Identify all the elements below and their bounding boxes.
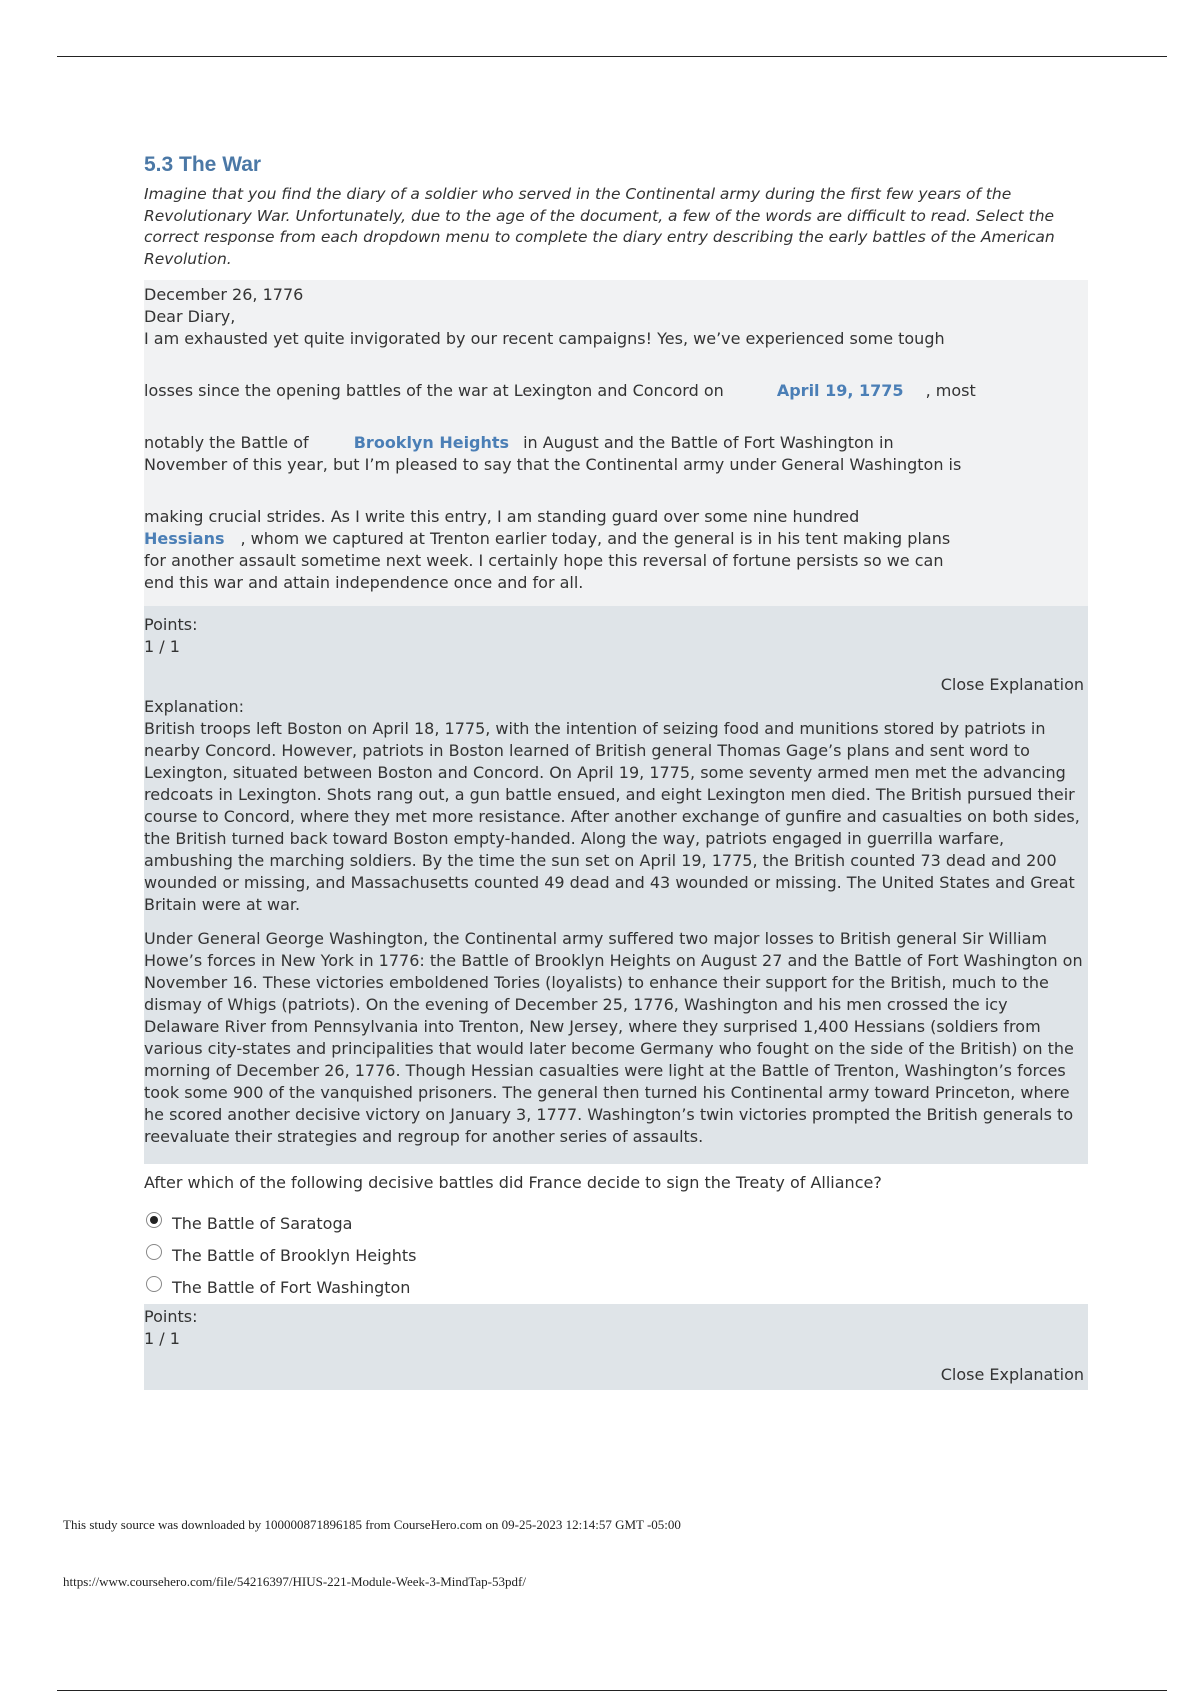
points-panel	[144, 1304, 1088, 1390]
answer-option[interactable]	[144, 1208, 1080, 1240]
diary-line-2-text: losses since the opening battles of the war at Lexington and Concord on	[144, 381, 724, 400]
diary-line-4: November of this year, but I’m pleased to say that the Continental army under General Washington is	[144, 455, 962, 474]
answer-option-label: The Battle of Brooklyn Heights	[172, 1246, 417, 1265]
diary-line-6-text: , whom we captured at Trenton earlier today, and the general is in his tent making plans	[240, 529, 951, 548]
explanation-label: Explanation:	[144, 697, 244, 716]
points-value: 1 / 1	[144, 637, 180, 656]
download-notice: This study source was downloaded by 100000871896185 from CourseHero.com on 09-25-2023 12:14:57 GMT -05:00	[63, 1517, 681, 1532]
answer-option[interactable]	[144, 1240, 1080, 1272]
explanation-paragraph: British troops left Boston on April 18, 1775, with the intention of seizing food and munitions stored by patriots in nearby Concord. However, patriots in Boston learned of British general Thomas Gage’s plans and sent word to Lexington, situated between Boston and Concord. On April 19, 1775, some seventy armed men met the advancing redcoats in Lexington. Shots rang out, a gun battle ensued, and eight Lexington men died. The British pursued their course to Concord, where they met more resistance. After another exchange of gunfire and casualties on both sides, the British turned back toward Boston empty-handed. Along the way, patriots engaged in guerrilla warfare, ambushing the marching soldiers. By the time the sun set on April 19, 1775, the British counted 73 dead and 200 wounded or missing, and Massachusetts counted 49 dead and 43 wounded or missing. The United States and Great Britain were at war.	[144, 719, 1080, 914]
answer-dropdown-soldiers[interactable]: Hessians	[144, 529, 225, 548]
section-title: 5.3 The War	[144, 153, 262, 176]
points-value: 1 / 1	[144, 1329, 180, 1348]
diary-line-2-end: , most	[925, 381, 976, 400]
diary-line-5: making crucial strides. As I write this entry, I am standing guard over some nine hundred	[144, 507, 860, 526]
answer-dropdown-battle[interactable]: Brooklyn Heights	[353, 433, 510, 452]
answer-option-label: The Battle of Fort Washington	[172, 1278, 411, 1297]
diary-entry	[144, 280, 1088, 606]
source-url: https://www.coursehero.com/file/54216397/HIUS-221-Module-Week-3-MindTap-53pdf/	[63, 1574, 526, 1589]
diary-line-8: end this war and attain independence once and for all.	[144, 573, 584, 592]
radio-empty-icon[interactable]	[146, 1244, 162, 1260]
diary-date: December 26, 1776	[144, 285, 304, 304]
question-text: After which of the following decisive battles did France decide to sign the Treaty of Alliance?	[144, 1173, 882, 1192]
diary-line-7: for another assault sometime next week. I certainly hope this reversal of fortune persists so we can	[144, 551, 944, 570]
explanation-paragraph: Under General George Washington, the Continental army suffered two major losses to British general Sir William Howe’s forces in New York in 1776: the Battle of Brooklyn Heights on August 27 and the Battle of Fort Washington on November 16. These victories emboldened Tories (loyalists) to enhance their support for the British, much to the dismay of Whigs (patriots). On the evening of December 25, 1776, Washington and his men crossed the icy Delaware River from Pennsylvania into Trenton, New Jersey, where they surprised 1,400 Hessians (soldiers from various city-states and principalities that would later become Germany who fought on the side of the British) on the morning of December 26, 1776. Though Hessian casualties were light at the Battle of Trenton, Washington’s forces took some 900 of the vanquished prisoners. The general then turned his Continental army toward Princeton, where he scored another decisive victory on January 3, 1777. Washington’s twin victories prompted the British generals to reevaluate their strategies and regroup for another series of assaults.	[144, 929, 1083, 1146]
close-explanation-link[interactable]: Close Explanation	[940, 675, 1084, 694]
diary-greeting: Dear Diary,	[144, 307, 236, 326]
points-explanation-panel	[144, 606, 1088, 1164]
close-explanation-link[interactable]: Close Explanation	[940, 1365, 1084, 1384]
answer-options	[144, 1208, 1080, 1304]
diary-line-3-end: in August and the Battle of Fort Washington in	[523, 433, 894, 452]
diary-line-2	[144, 380, 1084, 402]
diary-line-3-text: notably the Battle of	[144, 433, 309, 452]
points-label: Points:	[144, 615, 198, 634]
diary-line-3	[144, 432, 1084, 454]
answer-option[interactable]	[144, 1272, 1080, 1304]
radio-empty-icon[interactable]	[146, 1276, 162, 1292]
instructions: Imagine that you find the diary of a soldier who served in the Continental army during the first few years of the Revolutionary War. Unfortunately, due to the age of the document, a few of the words are difficult to read. Select the correct response from each dropdown menu to complete the diary entry describing the early battles of the American Revolution.	[144, 185, 1055, 268]
top-rule	[57, 56, 1167, 57]
bottom-rule	[57, 1690, 1167, 1691]
diary-line-6	[144, 528, 1084, 550]
radio-selected-icon[interactable]	[146, 1212, 162, 1228]
diary-line-1: I am exhausted yet quite invigorated by our recent campaigns! Yes, we’ve experienced some tough	[144, 329, 945, 348]
points-label: Points:	[144, 1307, 198, 1326]
quiz-content	[144, 150, 1084, 1390]
answer-option-label: The Battle of Saratoga	[172, 1214, 353, 1233]
answer-dropdown-date[interactable]: April 19, 1775	[776, 381, 904, 400]
